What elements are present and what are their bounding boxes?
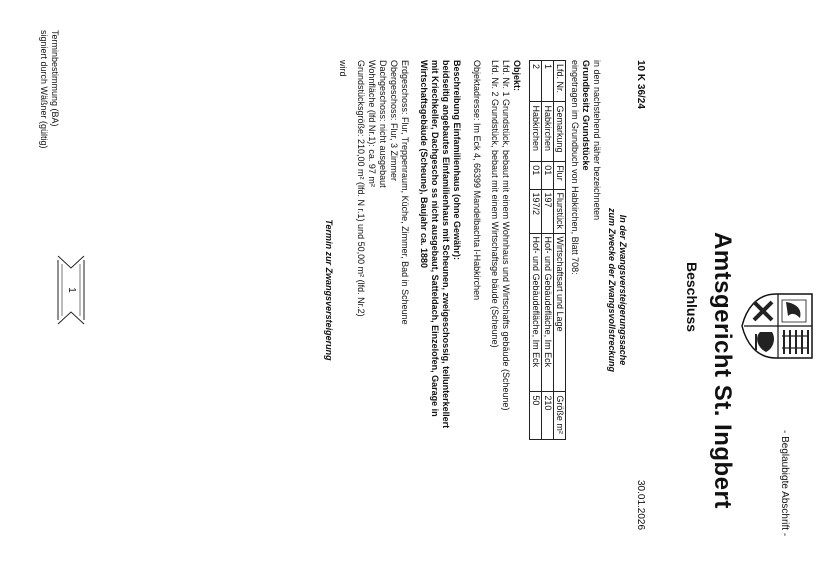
- land-register-table: [529, 60, 566, 440]
- footer-line-2: signiert durch Wäßner (gültig): [39, 30, 49, 149]
- floor-line-5: Grundstücksgröße: 210,00 m² (lfd. N r.1) und 50,00 m² (lfd. Nr.2): [356, 60, 366, 317]
- table-row: [530, 61, 542, 440]
- page-number-marker: [56, 254, 86, 326]
- certified-copy-note: - Beglaubigte Abschrift -: [779, 430, 790, 537]
- table-cell: 50: [530, 392, 542, 440]
- table-cell: 2: [530, 61, 542, 102]
- object-address: Objektadresse: Im Eck 4, 66399 Mandelbachta l-Habkirchen: [472, 60, 482, 301]
- wird-text: wird: [338, 60, 348, 77]
- coat-of-arms-icon: [740, 290, 816, 362]
- objekt-line-1: Lfd. Nr. 1 Grundstück, bebaut mit einem Wohnhaus und Wirtschafts gebäude (Scheune): [501, 60, 511, 411]
- table-cell: 197/2: [530, 189, 542, 233]
- table-cell: 01: [530, 162, 542, 189]
- page-number: 1: [66, 287, 77, 293]
- header-cell: Flur: [554, 162, 566, 189]
- floor-line-1: Erdgeschoss: Flur, Treppenraum, Küche, Zimmer, Bad in Scheune: [400, 60, 410, 325]
- floor-line-4: Wohnfläche (lfd Nr.1): ca. 97 m²: [367, 60, 377, 187]
- table-cell: 197: [542, 189, 554, 233]
- court-name: Amtsgericht St. Ingbert: [709, 232, 736, 509]
- table-header-row: [554, 61, 566, 440]
- table-cell: 1: [542, 61, 554, 102]
- para1-line-1: in den nachstehend näher bezeichneten: [592, 60, 602, 221]
- header-cell: Lfd. Nr.: [554, 61, 566, 102]
- header-cell: Gemarkung: [554, 102, 566, 162]
- header-cell: Wirtschaftsart und Lage: [554, 233, 566, 392]
- intro-line-2: zum Zwecke der Zwangsvollstreckung: [607, 207, 617, 373]
- description-line-1: Beschreibung Einfamilienhaus (ohne Gewähr):: [452, 60, 462, 261]
- table-cell: Hof- und Gebäudefläche, Im Eck: [530, 233, 542, 392]
- decision-title: Beschluss: [684, 262, 700, 333]
- para1-line-2: Grundbesitz Grundstücke: [581, 60, 591, 171]
- table-cell: Habkirchen: [530, 102, 542, 162]
- floor-line-2: Obergeschoss: Flur, 3 Zimmer: [389, 60, 399, 182]
- header-cell: Flurstück: [554, 189, 566, 233]
- case-number: 10 K 36/24: [635, 60, 646, 109]
- table-cell: Hof- und Gebäudefläche, Im Eck: [542, 233, 554, 392]
- para1-line-3: eingetragen im Grundbuch von Habkirchen, Blatt 708:: [570, 60, 580, 275]
- auction-date-heading: Termin zur Zwangsversteigerung: [324, 219, 334, 361]
- objekt-line-2: Lfd. Nr. 2 Grundstück, bebaut mit einem Wirtschaftsge bäude (Scheune): [490, 60, 500, 348]
- intro-line-1: In der Zwangsversteigerungssache: [618, 214, 628, 366]
- table-cell: Habkirchen: [542, 102, 554, 162]
- header-cell: Größe m²: [554, 392, 566, 440]
- table-row: [542, 61, 554, 440]
- floor-line-3: Dachgeschoss: nicht ausgebaut: [378, 60, 388, 188]
- description-line-2: beidseitig angebautes Einfamilienhaus mit Scheunen, zweigeschossig, teilunterkellert: [441, 60, 451, 429]
- description-line-3: mit Kriechkeller, Dachgescho ss nicht ausgebaut, Satteldach, Einzelofen, Garage in: [430, 60, 440, 417]
- coat-of-arms-seal: [735, 290, 816, 362]
- table-cell: 210: [542, 392, 554, 440]
- table-cell: 01: [542, 162, 554, 189]
- document-date: 30.01.2026: [635, 480, 646, 531]
- objekt-label: Objekt:: [512, 60, 522, 92]
- footer-line-1: Terminbestimmung (BA): [50, 30, 60, 127]
- description-line-4: Wirtschaftsgebäude (Scheune), Baujahr ca. 1880: [419, 60, 429, 268]
